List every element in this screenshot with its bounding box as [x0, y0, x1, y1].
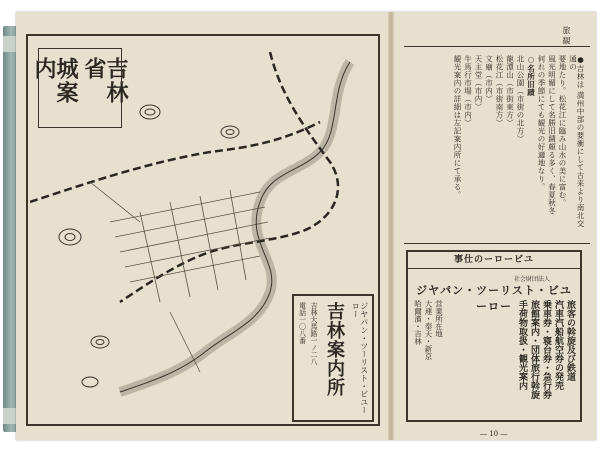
map-title-box	[31, 48, 129, 128]
title-column-1: 吉林省	[81, 57, 129, 105]
guide-columns	[454, 55, 585, 235]
guide-text-block	[404, 46, 590, 244]
guide-line: 牛馬行市場（市内）	[463, 55, 473, 127]
stamp-address: 吉林大馬路一ノ二八	[309, 302, 318, 365]
guide-line: 北山公園（市街の北方）	[516, 55, 525, 143]
ad-service-line: 旅客の斡旋及び鉄道	[565, 300, 575, 381]
railway-line	[120, 52, 338, 302]
guide-line: 観光案内の詳細は左記案内所にて承る。	[453, 55, 462, 199]
ad-service-line: 乗車券・寝台券・急行券	[541, 300, 551, 399]
guide-line: ●吉林は 満州中部の要衝にして古来より南北交通の	[568, 55, 585, 228]
guide-line: 松花江（市街南方）	[495, 55, 504, 127]
right-page	[398, 26, 594, 436]
guide-line: 天主堂（市内）	[474, 55, 483, 111]
ad-office-line: 営業所在地	[434, 300, 444, 338]
railway-line-2	[30, 122, 320, 202]
ad-columns	[414, 300, 574, 418]
ad-office-line: 大連・奉天・新京	[424, 300, 433, 360]
guide-line: 何れの季節にても観光の好適地なり。	[537, 55, 546, 191]
ad-service-line: 汽車汽船航空券の発売	[553, 300, 563, 390]
ad-subtitle: 社会財団法人	[513, 276, 550, 283]
guide-line: 風光明媚にして名勝旧蹟頗る多く、春夏秋冬	[547, 55, 557, 215]
stamp-office-name: 吉林案内所	[323, 302, 345, 397]
guide-line: 要地たり。松花江に臨み山水の美に富む。	[558, 55, 567, 207]
bureau-stamp-box	[292, 294, 374, 422]
running-head: 旅 観	[562, 26, 571, 45]
ad-company-name: ジヤパン・ツーリスト・ビユーロー	[416, 284, 572, 313]
guide-heading: ○名所旧蹟	[526, 55, 536, 97]
stamp-phone: 電話一〇八番	[298, 302, 307, 344]
center-fold	[388, 12, 394, 440]
bureau-advertisement	[406, 250, 582, 422]
ad-banner: 事仕のーロービユ	[408, 252, 580, 269]
guide-line: 文廟（市内）	[484, 55, 494, 103]
ad-service-line: 手荷物取扱・観光案内	[517, 300, 527, 390]
ad-services	[517, 300, 574, 418]
title-column-2: 城案内	[31, 57, 79, 105]
ad-service-line: 旅館案内・団体旅行斡旋	[529, 300, 539, 399]
street-grid	[90, 182, 270, 372]
guide-line: 龍潭山（市街東方）	[505, 55, 515, 127]
ad-office-line: 哈爾濱・吉林	[413, 300, 423, 345]
stamp-bureau-name: ジヤパン・ツーリスト・ビユーロー	[351, 302, 369, 414]
folded-sheet	[16, 12, 596, 440]
ad-offices	[414, 300, 443, 418]
page-number: ― 10 ―	[480, 430, 508, 438]
